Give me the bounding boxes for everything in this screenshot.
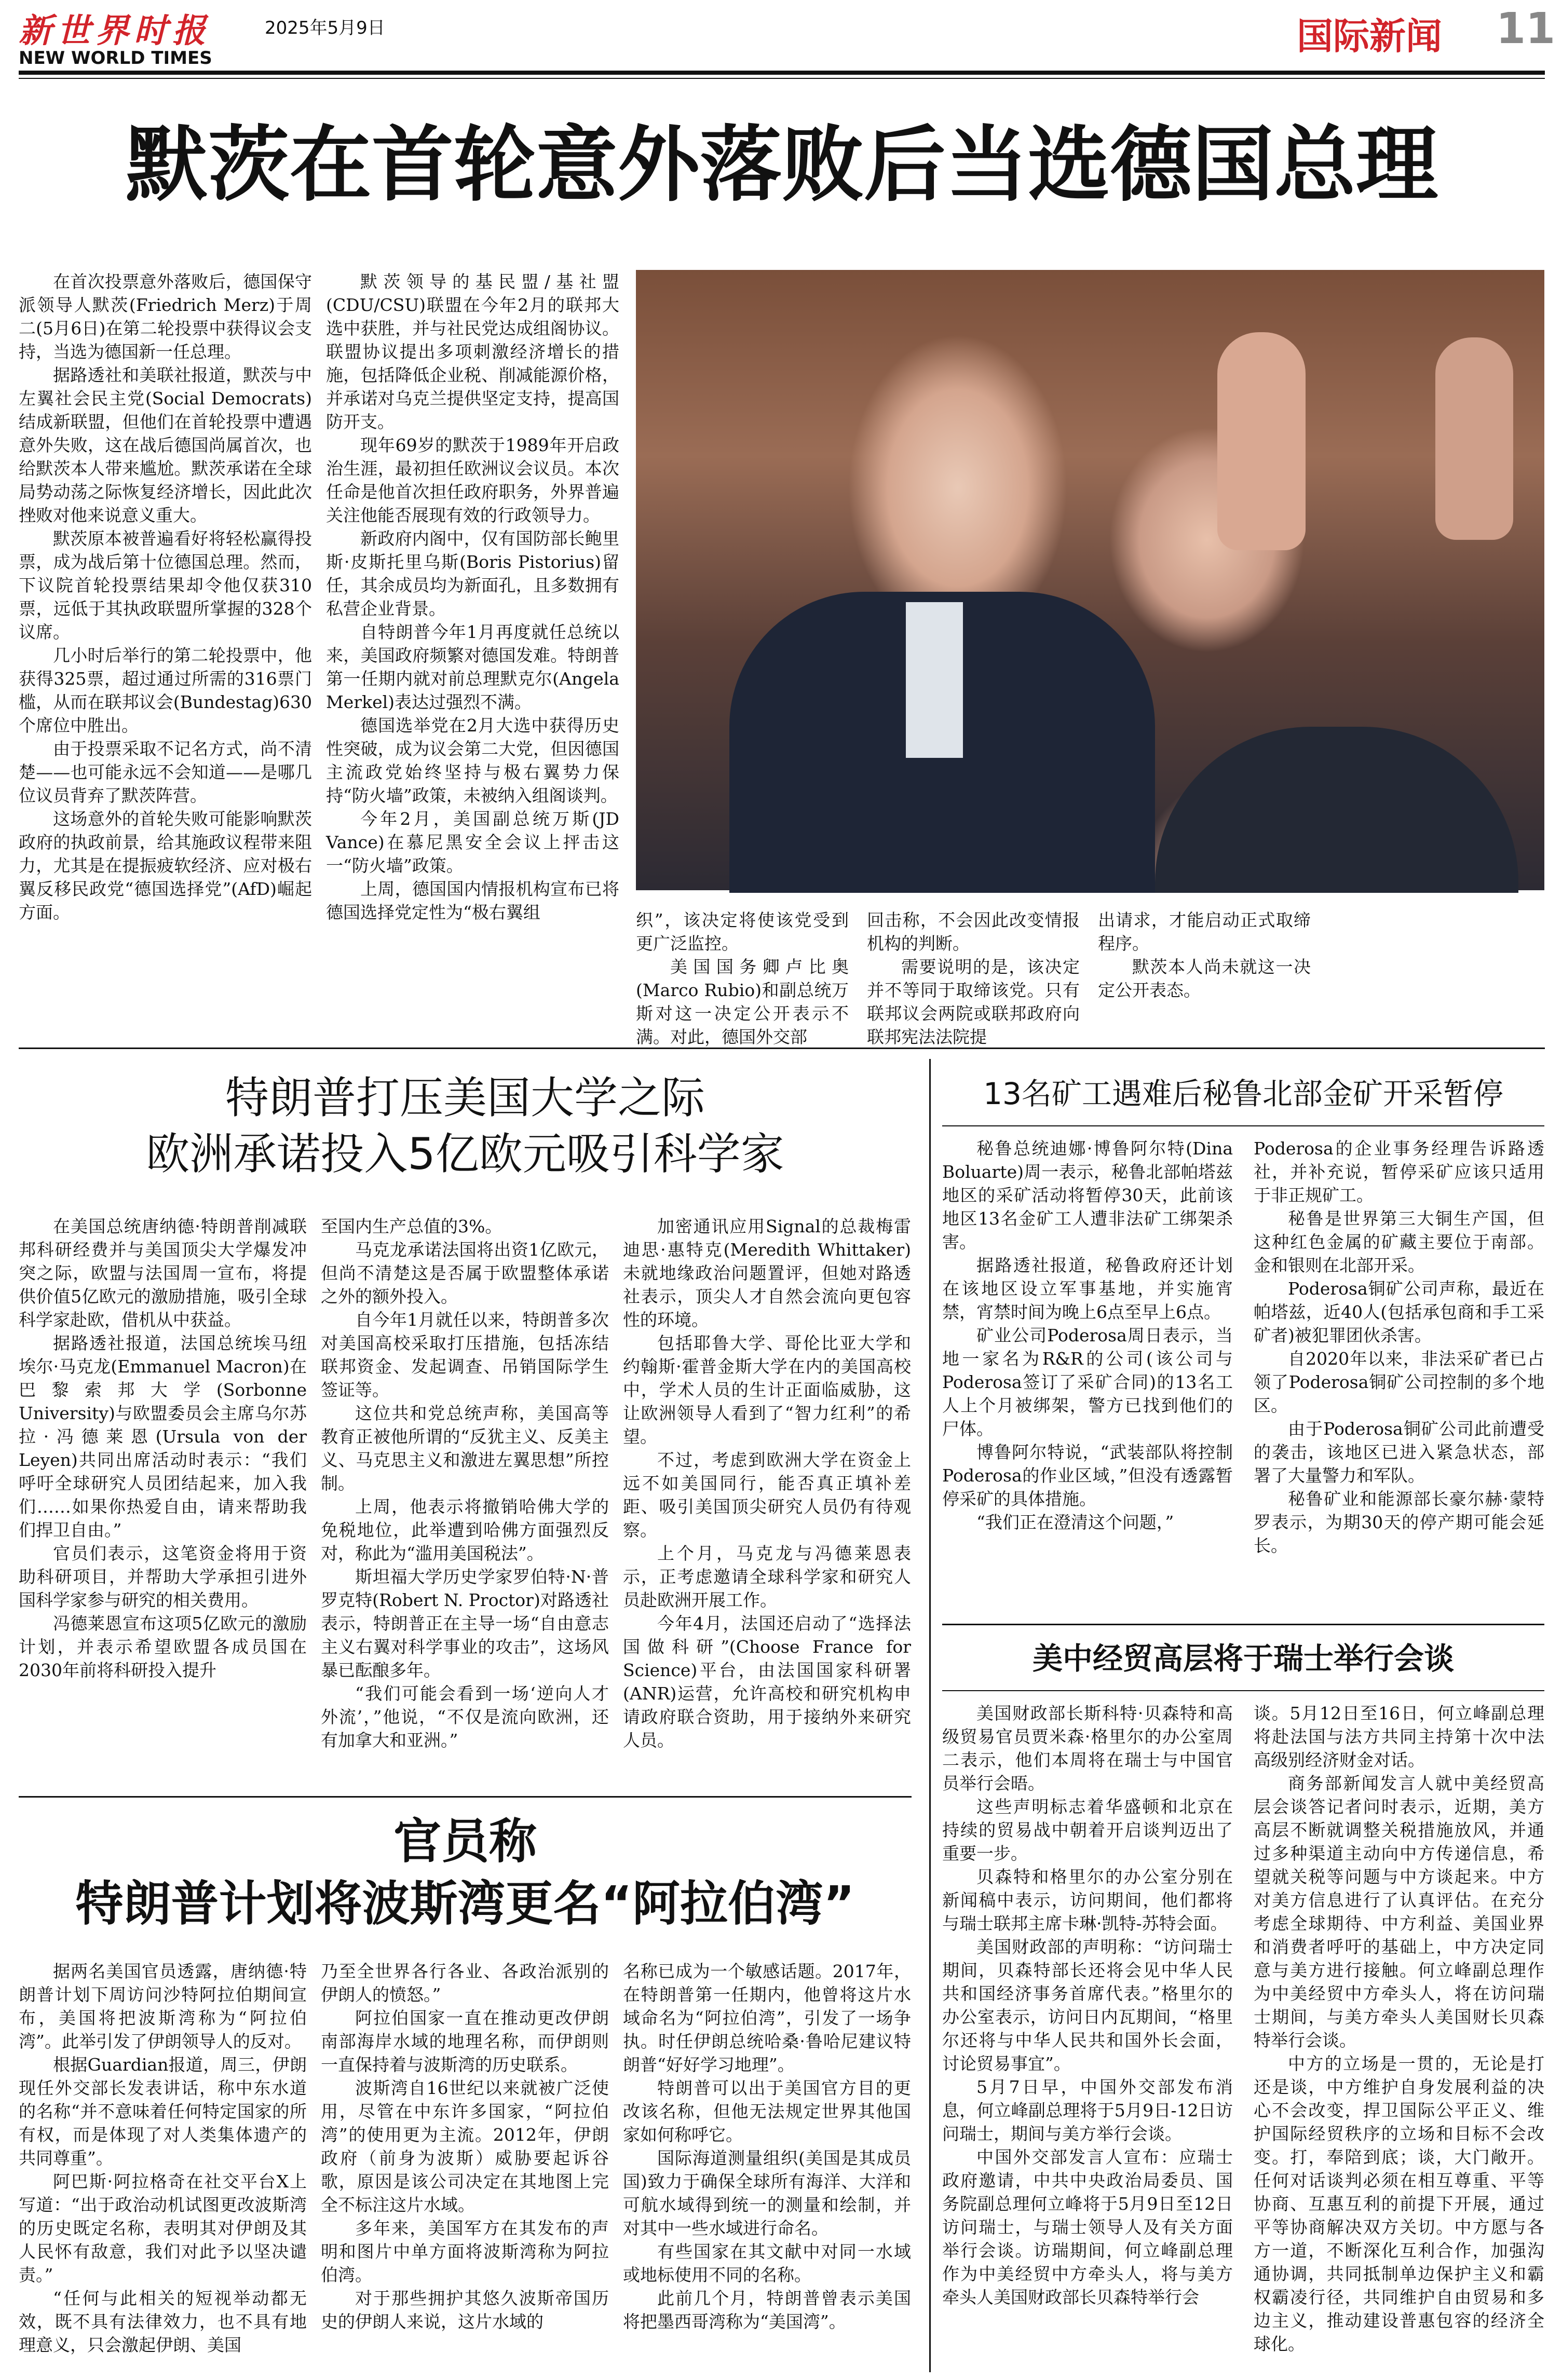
paragraph: 出请求，才能启动正式取缔程序。 [1098,910,1311,954]
paragraph: 阿巴斯·阿拉格奇在社交平台X上写道：“出于政治动机试图更改波斯湾的历史既定名称，表明其对伊朗及其人民怀有敌意，我们对此予以坚决谴责。” [19,2171,307,2285]
article2-headline-line2: 欧洲承诺投入5亿欧元吸引科学家 [146,1128,784,1179]
paragraph: 矿业公司Poderosa周日表示，当地一家名为R&R的公司(该公司与Poderosa签订了采矿合同)的13名工人上个月被绑架，警方已找到他们的尸体。 [942,1325,1233,1439]
issue-date: 2025年5月9日 [265,18,385,38]
paragraph: 需要说明的是，该决定并不等同于取缔该党。只有联邦议会两院或联邦政府向联邦宪法法院提 [867,957,1080,1047]
photo-figure-back [1155,727,1518,893]
paragraph: 美国财政部长斯科特·贝森特和高级贸易官员贾米森·格里尔的办公室周二表示，他们本周将在瑞士与中国官员举行会晤。 [942,1703,1233,1793]
paragraph: 商务部新闻发言人就中美经贸高层会谈答记者问时表示，近期，美方高层不断就调整关税措施放风，并通过多种渠道主动向中方传递信息，希望就关税等问题与中方谈起来。中方对美方信息进行了认真评估。在充分考虑全球期待、中方利益、美国业界和消费者呼吁的基础上，中方决定同意与美方进行接触。何立峰副总理作为中美经贸中方牵头人，将在访问瑞士期间，与美方牵头人美国财长贝森特举行会谈。 [1254,1773,1544,2050]
paragraph: Poderosa的企业事务经理告诉路透社，并补充说，暂停采矿应该只适用于非正规矿工。 [1254,1138,1544,1205]
paragraph: 谈。5月12日至16日，何立峰副总理将赴法国与法方共同主持第十次中法高级别经济财金对话。 [1254,1703,1544,1770]
paragraph: 冯德莱恩宣布这项5亿欧元的激励计划，并表示希望欧盟各成员国在2030年前将科研投入提升 [19,1613,307,1680]
paragraph: “我们正在澄清这个问题，” [976,1512,1174,1532]
paragraph: 由于Poderosa铜矿公司此前遭受的袭击，该地区已进入紧急状态，部署了大量警力和军队。 [1254,1419,1544,1486]
paragraph: 马克龙承诺法国将出资1亿欧元，但尚不清楚这是否属于欧盟整体承诺之外的额外投入。 [321,1240,609,1307]
paragraph: 官员们表示，这笔资金将用于资助科研项目，并帮助大学承担引进外国科学家参与研究的相关费用。 [19,1543,307,1610]
paragraph: 回击称，不会因此改变情报机构的判断。 [867,910,1080,954]
paragraph: 今年4月，法国还启动了“选择法国做科研”(Choose France for Science)平台，由法国国家科研署(ANR)运营，允许高校和研究机构申请政府联合资助，用于接纳外来研究人员。 [623,1613,911,1750]
paper-name-en: NEW WORLD TIMES [19,48,212,69]
article4-column-2 [1254,1137,1544,1614]
paragraph: 默茨本人尚未就这一决定公开表态。 [1098,957,1311,1000]
paragraph: 这场意外的首轮失败可能影响默茨政府的执政前景，给其施政议程带来阻力，尤其是在提振疲软经济、应对极右翼反移民政党“德国选择党”(AfD)崛起方面。 [19,809,312,922]
paragraph: 加密通讯应用Signal的总裁梅雷迪思·惠特克(Meredith Whittaker)未就地缘政治问题置评，但她对路透社表示，顶尖人才自然会流向更包容性的环境。 [623,1216,911,1330]
article1-column-5 [1098,908,1311,1033]
paragraph: 据路透社和美联社报道，默茨与中左翼社会民主党(Social Democrats)结成新联盟，但他们在首轮投票中遭遇意外失败，这在战后德国尚属首次，也给默茨本人带来尴尬。默茨承诺在全球局势动荡之际恢复经济增长，因此此次挫败对他来说意义重大。 [19,365,312,525]
page-number: 11 [1496,4,1556,53]
paragraph: 中方的立场是一贯的，无论是打还是谈，中方维护自身发展利益的决心不会改变，捍卫国际公平正义、维护国际经贸秩序的立场和目标不会改变。打，奉陪到底；谈，大门敞开。任何对话谈判必须在相互尊重、平等协商、互惠互利的前提下开展，通过平等协商解决双方关切。中方愿与各方一道，不断深化互利合作，加强沟通协调，共同抵制单边保护主义和霸权霸凌行径，共同维护自由贸易和多边主义，推动建设普惠包容的经济全球化。 [1254,2053,1544,2354]
paragraph: “我们可能会看到一场‘逆向人才外流’，”他说，“不仅是流向欧洲，还有加拿大和亚洲。” [321,1683,609,1750]
paragraph: 中国外交部发言人宣布：应瑞士政府邀请，中共中央政治局委员、国务院副总理何立峰将于5月9日至12日访问瑞士，与瑞士领导人及有关方面举行会谈。访瑞期间，何立峰副总理作为中美经贸中方牵头人，将与美方牵头人美国财政部长贝森特举行会 [942,2147,1233,2307]
paragraph: 5月7日早，中国外交部发布消息，何立峰副总理将于5月9日-12日访问瑞士，期间与美方举行会谈。 [942,2077,1233,2144]
paragraph: 多年来，美国军方在其发布的声明和图片中单方面将波斯湾称为阿拉伯湾。 [321,2218,609,2285]
paragraph: 由于投票采取不记名方式，尚不清楚——也可能永远不会知道——是哪几位议员背弃了默茨阵营。 [19,739,312,806]
article3-column-2 [321,1960,609,2375]
article4-headline: 13名矿工遇难后秘鲁北部金矿开采暂停 [983,1076,1503,1111]
article1-column-2 [326,270,619,1033]
paragraph: 默茨领导的基民盟/基社盟(CDU/CSU)联盟在今年2月的联邦大选中获胜，并与社民党达成组阁协议。联盟协议提出多项刺激经济增长的措施，包括降低企业税、削减能源价格，并承诺对乌克兰提供坚定支持，提高国防开支。 [326,271,619,432]
paragraph: 秘鲁矿业和能源部长豪尔赫·蒙特罗表示，为期30天的停产期可能会延长。 [1254,1489,1544,1556]
paragraph: 德国选举党在2月大选中获得历史性突破，成为议会第二大党，但因德国主流政党始终坚持与极右翼势力保持“防火墙”政策，未被纳入组阁谈判。 [326,715,619,806]
article2-column-1 [19,1215,307,1786]
paragraph: 自今年1月就任以来，特朗普多次对美国高校采取打压措施，包括冻结联邦资金、发起调查、吊销国际学生签证等。 [321,1310,609,1400]
paragraph: 美国国务卿卢比奥(Marco Rubio)和副总统万斯对这一决定公开表示不满。对此，德国外交部 [636,957,849,1047]
paper-name: 新世界时报 [19,11,211,50]
article1-bottom-rule [19,1048,1545,1049]
paragraph: 乃至全世界各行各业、各政治派别的伊朗人的愤怒。” [321,1961,609,2005]
photo-figure-shirt [906,602,963,758]
article1-column-1 [19,270,312,1033]
section-name: 国际新闻 [1297,15,1442,58]
paragraph: 现年69岁的默茨于1989年开启政治生涯，最初担任欧洲议会议员。本次任命是他首次担任政府职务，外界普遍关注他能否展现有效的行政领导力。 [326,435,619,525]
article2-column-3 [623,1215,911,1786]
photo-figure-hand [1435,337,1513,540]
paragraph: 几小时后举行的第二轮投票中，他获得325票，超过通过所需的316票门槛，从而在联邦议会(Bundestag)630个席位中胜出。 [19,645,312,736]
article5-column-1 [942,1702,1233,2376]
paragraph: 在首次投票意外落败后，德国保守派领导人默茨(Friedrich Merz)于周二(5月6日)在第二轮投票中获得议会支持，当选为德国新一任总理。 [19,271,312,362]
paragraph: 国际海道测量组织(美国是其成员国)致力于确保全球所有海洋、大洋和可航水域得到统一的测量和绘制，并对其中一些水域进行命名。 [623,2148,911,2238]
paragraph: 上周，他表示将撤销哈佛大学的免税地位，此举遭到哈佛方面强烈反对，称此为“滥用美国税法”。 [321,1497,609,1563]
paragraph: 秘鲁总统迪娜·博鲁阿尔特(Dina Boluarte)周一表示，秘鲁北部帕塔兹地区的采矿活动将暂停30天，此前该地区13名金矿工人遭非法矿工绑架杀害。 [942,1138,1233,1252]
paragraph: 这些声明标志着华盛顿和北京在持续的贸易战中朝着开启谈判迈出了重要一步。 [942,1797,1233,1864]
article3-column-3 [623,1960,911,2375]
paragraph: 自2020年以来，非法采矿者已占领了Poderosa铜矿公司控制的多个地区。 [1254,1349,1544,1416]
article1-column-4 [867,908,1080,1047]
paragraph: 波斯湾自16世纪以来就被广泛使用，尽管在中东许多国家，“阿拉伯湾”的使用更为主流。2012年，伊朗政府（前身为波斯）威胁要起诉谷歌，原因是该公司决定在其地图上完全不标注这片水域。 [321,2078,609,2215]
paragraph: 秘鲁是世界第三大铜生产国，但这种红色金属的矿藏主要位于南部。金和银则在北部开采。 [1254,1208,1544,1275]
paragraph: 上周，德国国内情报机构宣布已将德国选择党定性为“极右翼组 [326,879,619,922]
paragraph: 贝森特和格里尔的办公室分别在新闻稿中表示，访问期间，他们都将与瑞士联邦主席卡琳·凯特-苏特会面。 [942,1867,1233,1934]
article5-headline-rule [942,1690,1544,1691]
merz-photo [636,270,1544,890]
paragraph: 至国内生产总值的3%。 [321,1216,502,1236]
article3-column-1 [19,1960,307,2375]
article1-headline: 默茨在首轮意外落败后当选德国总理 [126,117,1438,213]
paragraph: Poderosa铜矿公司声称，最近在帕塔兹，近40人(包括承包商和手工采矿者)被犯罪团伙杀害。 [1254,1279,1544,1345]
paragraph: 包括耶鲁大学、哥伦比亚大学和约翰斯·霍普金斯大学在内的美国高校中，学术人员的生计正面临威胁，这让欧洲领导人看到了“智力红利”的希望。 [623,1333,911,1447]
paragraph: 自特朗普今年1月再度就任总统以来，美国政府频繁对德国发难。特朗普第一任期内就对前总理默克尔(Angela Merkel)表达过强烈不满。 [326,622,619,712]
paragraph: 阿拉伯国家一直在推动更改伊朗南部海岸水域的地理名称，而伊朗则一直保持着与波斯湾的历史联系。 [321,2008,609,2075]
paragraph: 据两名美国官员透露，唐纳德·特朗普计划下周访问沙特阿拉伯期间宣布，美国将把波斯湾称为“阿拉伯湾”。此举引发了伊朗领导人的反对。 [19,1961,307,2051]
masthead-rule-thin [19,78,1545,79]
article5-headline: 美中经贸高层将于瑞士举行会谈 [1032,1641,1454,1676]
photo-figure-hand [1217,332,1306,550]
paragraph: 名称已成为一个敏感话题。2017年，在特朗普第一任期内，他曾将这片水域命名为“阿拉伯湾”，引发了一场争执。时任伊朗总统哈桑·鲁哈尼建议特朗普“好好学习地理”。 [623,1961,911,2075]
article4-column-1 [942,1137,1233,1614]
paragraph: 美国财政部的声明称：“访问瑞士期间，贝森特部长还将会见中华人民共和国经济事务首席代表。”格里尔的办公室表示，访问日内瓦期间，“格里尔还将与中华人民共和国外长会面，讨论贸易事宜”。 [942,1937,1233,2074]
paragraph: 据路透社报道，秘鲁政府还计划在该地区设立军事基地，并实施宵禁，宵禁时间为晚上6点至早上6点。 [942,1255,1233,1322]
paragraph: 斯坦福大学历史学家罗伯特·N·普罗克特(Robert N. Proctor)对路透社表示，特朗普正在主导一场“自由意志主义右翼对科学事业的攻击”，这场风暴已酝酿多年。 [321,1567,609,1680]
paragraph: 根据Guardian报道，周三，伊朗现任外交部长发表讲话，称中东水道的名称“并不意味着任何特定国家的所有权，而是体现了对人类集体遗产的共同尊重”。 [19,2055,307,2168]
paragraph: 新政府内阁中，仅有国防部长鲍里斯·皮斯托里乌斯(Boris Pistorius)留任，其余成员均为新面孔，且多数拥有私营企业背景。 [326,528,619,619]
article3-headline-line1: 官员称 [393,1814,537,1869]
article5-column-2 [1254,1702,1544,2376]
masthead [0,0,1562,73]
article2-headline-line1: 特朗普打压美国大学之际 [225,1072,705,1123]
paragraph: 在美国总统唐纳德·特朗普削减联邦科研经费并与美国顶尖大学爆发冲突之际，欧盟与法国周一宣布，将提供价值5亿欧元的激励措施，吸引全球科学家赴欧，借机从中获益。 [19,1216,307,1330]
article2-bottom-rule [19,1796,912,1798]
paragraph: 特朗普可以出于美国官方目的更改该名称，但他无法规定世界其他国家如何称呼它。 [623,2078,911,2145]
paragraph: 今年2月，美国副总统万斯(JD Vance)在慕尼黑安全会议上抨击这一“防火墙”政策。 [326,809,619,876]
masthead-rule-thick [19,71,1545,75]
article4-bottom-rule [942,1624,1544,1625]
paragraph: 不过，考虑到欧洲大学在资金上远不如美国同行，能否真正填补差距、吸引美国顶尖研究人员仍有待观察。 [623,1450,911,1540]
paragraph: 此前几个月，特朗普曾表示美国将把墨西哥湾称为“美国湾”。 [623,2288,911,2332]
paragraph: 默茨原本被普遍看好将轻松赢得投票，成为战后第十位德国总理。然而，下议院首轮投票结果却令他仅获310票，远低于其执政联盟所掌握的328个议席。 [19,528,312,642]
paragraph: 博鲁阿尔特说，“武装部队将控制Poderosa的作业区域，”但没有透露暂停采矿的具体措施。 [942,1442,1233,1509]
paragraph: 织”，该决定将使该党受到更广泛监控。 [636,910,849,954]
paragraph: 这位共和党总统声称，美国高等教育正被他所谓的“反犹主义、反美主义、马克思主义和激进左翼思想”所控制。 [321,1403,609,1493]
article2-column-2 [321,1215,609,1786]
paragraph: “任何与此相关的短视举动都无效，既不具有法律效力，也不具有地理意义，只会激起伊朗、美国 [19,2288,307,2355]
paragraph: 上个月，马克龙与冯德莱恩表示，正考虑邀请全球科学家和研究人员赴欧洲开展工作。 [623,1543,911,1610]
article3-headline-line2: 特朗普计划将波斯湾更名“阿拉伯湾” [75,1876,855,1932]
paragraph: 据路透社报道，法国总统埃马纽埃尔·马克龙(Emmanuel Macron)在巴黎索邦大学(Sorbonne University)与欧盟委员会主席乌尔苏拉·冯德莱恩(Ursula von der Leyen)共同出席活动时表示：“我们呼吁全球研究人员团结起来，加入我们……如果你热爱自由，请来帮助我们捍卫自由。” [19,1333,307,1540]
paragraph: 对于那些拥护其悠久波斯帝国历史的伊朗人来说，这片水域的 [321,2288,609,2332]
column-divider [929,1059,931,2372]
article4-headline-rule [942,1125,1544,1126]
article1-column-3 [636,908,849,1047]
paragraph: 有些国家在其文献中对同一水域或地标使用不同的名称。 [623,2241,911,2285]
